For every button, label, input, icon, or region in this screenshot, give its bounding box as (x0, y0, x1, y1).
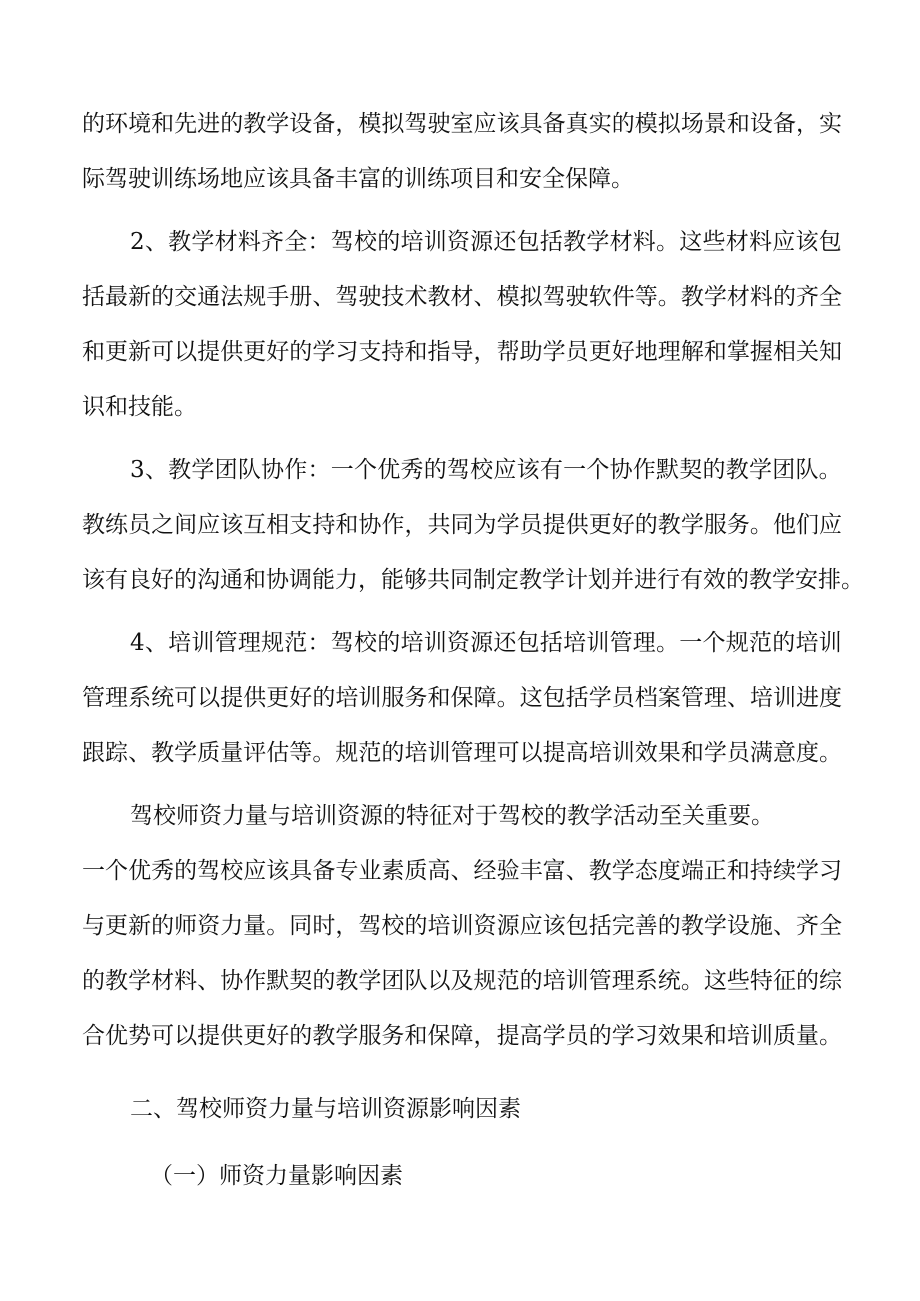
text-line: 识和技能。 (82, 394, 197, 420)
text-line: 管 理 系 统 可 以 提 供 更 好 的 培 训 服 务 和 保 障 。 这 包 括 学 员 档 案 管 理 、 培 训 进 度 (82, 685, 842, 711)
paragraph-4-first-line: 4 、 培 训 管 理 规 范 ： 驾 校 的 培 训 资 源 还 包 括 培 训 管 理 。 一 个 规 范 的 培 训 (130, 630, 842, 656)
text-line: 和 更 新 可 以 提 供 更 好 的 学 习 支 持 和 指 导 ， 帮 助 学 员 更 好 地 理 解 和 掌 握 相 关 知 (82, 339, 842, 365)
text-line: 括 最 新 的 交 通 法 规 手 册 、 驾 驶 技 术 教 材 、 模 拟 驾 驶 软 件 等 。 教 学 材 料 的 齐 全 (82, 284, 842, 310)
text-line: 合 优 势 可 以 提 供 更 好 的 教 学 服 务 和 保 障 ， 提 高 学 员 的 学 习 效 果 和 培 训 质 量 。 (82, 1023, 842, 1049)
text-line: 的 环 境 和 先 进 的 教 学 设 备 ， 模 拟 驾 驶 室 应 该 具 备 真 实 的 模 拟 场 景 和 设 备 ， 实 (82, 111, 842, 137)
text-line: 与 更 新 的 师 资 力 量 。 同 时 ， 驾 校 的 培 训 资 源 应 该 包 括 完 善 的 教 学 设 施 、 齐 全 (82, 913, 842, 939)
section-heading: 二、驾校师资力量与培训资源影响因素 (130, 1096, 521, 1122)
text-line: 际驾驶训练场地应该具备丰富的训练项目和安全保障。 (82, 166, 634, 192)
text-line: 一 个 优 秀 的 驾 校 应 该 具 备 专 业 素 质 高 、 经 验 丰 富 、 教 学 态 度 端 正 和 持 续 学 习 (82, 858, 842, 884)
text-line: 该 有 良 好 的 沟 通 和 协 调 能 力 ， 能 够 共 同 制 定 教 学 计 划 并 进 行 有 效 的 教 学 安 排 。 (82, 567, 864, 593)
paragraph-2-first-line: 2 、 教 学 材 料 齐 全 ： 驾 校 的 培 训 资 源 还 包 括 教 学 材 料 。 这 些 材 料 应 该 包 (130, 229, 842, 255)
text-line: 教 练 员 之 间 应 该 互 相 支 持 和 协 作 ， 共 同 为 学 员 提 供 更 好 的 教 学 服 务 。 他 们 应 (82, 512, 842, 538)
text-line: 的 教 学 材 料 、 协 作 默 契 的 教 学 团 队 以 及 规 范 的 培 训 管 理 系 统 。 这 些 特 征 的 综 (82, 968, 842, 994)
subsection-heading: （一）师资力量影响因素 (150, 1163, 403, 1189)
paragraph-3-first-line: 3 、 教 学 团 队 协 作 ： 一 个 优 秀 的 驾 校 应 该 有 一 个 协 作 默 契 的 教 学 团 队 。 (130, 457, 842, 483)
text-line: 跟 踪 、 教 学 质 量 评 估 等 。 规 范 的 培 训 管 理 可 以 提 高 培 训 效 果 和 学 员 满 意 度 。 (82, 740, 842, 766)
summary-first-line: 驾校师资力量与培训资源的特征对于驾校的教学活动至关重要。 (130, 803, 774, 829)
